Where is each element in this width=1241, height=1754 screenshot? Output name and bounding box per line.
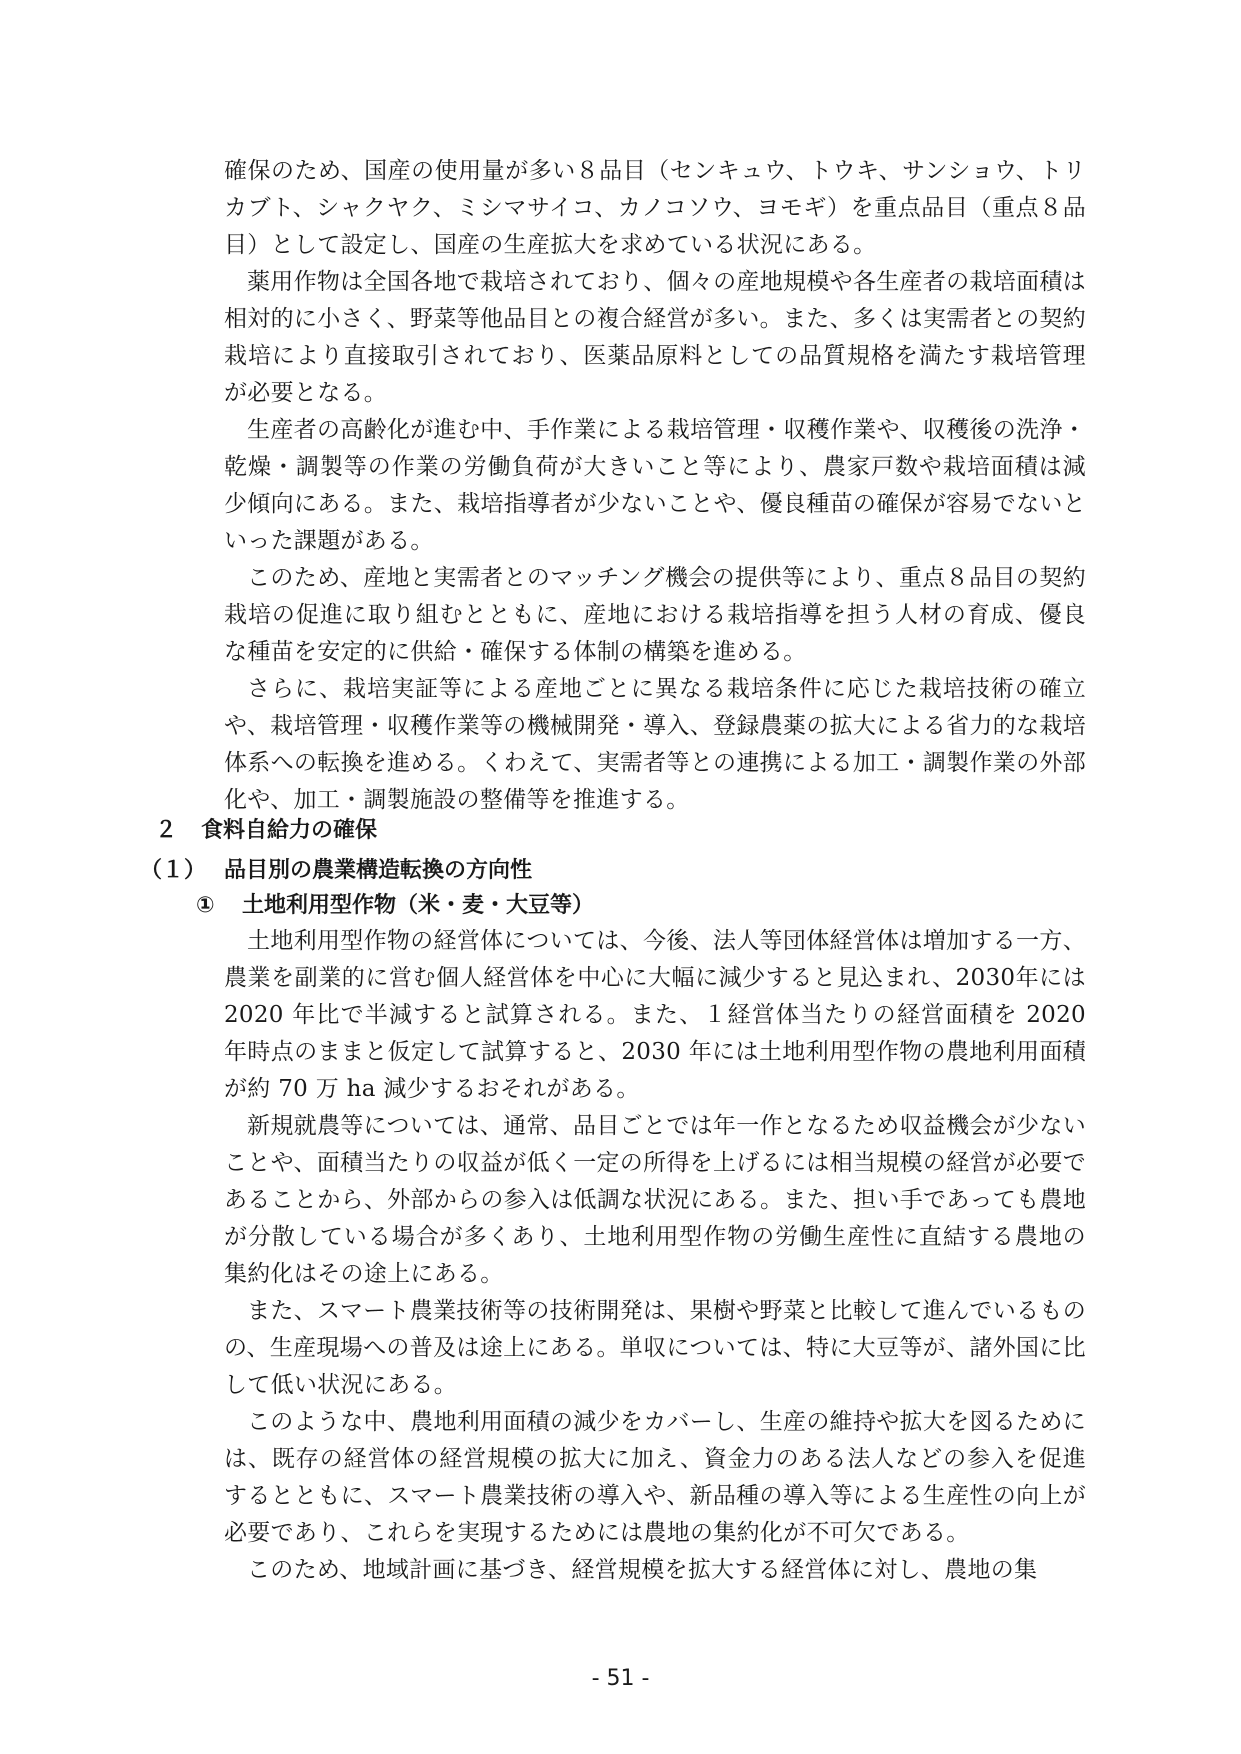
paragraph: さらに、栽培実証等による産地ごとに異なる栽培条件に応じた栽培技術の確立や、栽培管理・収穫作業等の機械開発・導入、登録農薬の拡大による省力的な栽培体系への転換を進める。くわえて、実需者等との連携による加工・調製作業の外部化や、加工・調製施設の整備等を推進する。 <box>224 676 1086 813</box>
body-text-block-2 <box>224 923 1086 1589</box>
paragraph: 生産者の高齢化が進む中、手作業による栽培管理・収穫作業や、収穫後の洗浄・乾燥・調製等の作業の労働負荷が大きいこと等により、農家戸数や栽培面積は減少傾向にある。また、栽培指導者が少ないことや、優良種苗の確保が容易でないといった課題がある。 <box>224 417 1086 554</box>
paragraph: このため、地域計画に基づき、経営規模を拡大する経営体に対し、農地の集 <box>247 1557 1038 1583</box>
item-title: 土地利用型作物（米・麦・大豆等） <box>242 893 595 918</box>
paragraph: 確保のため、国産の使用量が多い８品目（センキュウ、トウキ、サンショウ、トリカブト、シャクヤク、ミシマサイコ、カノコソウ、ヨモギ）を重点品目（重点８品目）として設定し、国産の生産拡大を求めている状況にある。 <box>224 158 1086 258</box>
paragraph: また、スマート農業技術等の技術開発は、果樹や野菜と比較して進んでいるものの、生産現場への普及は途上にある。単収については、特に大豆等が、諸外国に比して低い状況にある。 <box>224 1298 1086 1398</box>
section-heading <box>155 815 377 847</box>
paragraph: 新規就農等については、通常、品目ごとでは年一作となるため収益機会が少ないことや、面積当たりの収益が低く一定の所得を上げるには相当規模の経営が必要であることから、外部からの参入は低調な状況にある。また、担い手であっても農地が分散している場合が多くあり、土地利用型作物の労働生産性に直結する農地の集約化はその途上にある。 <box>224 1113 1086 1287</box>
paragraph: このため、産地と実需者とのマッチング機会の提供等により、重点８品目の契約栽培の促進に取り組むとともに、産地における栽培指導を担う人材の育成、優良な種苗を安定的に供給・確保する体制の構築を進める。 <box>224 565 1086 665</box>
section-title: 食料自給力の確保 <box>201 818 378 843</box>
item-number: ① <box>196 893 215 918</box>
subsection-heading <box>140 855 532 887</box>
subsection-number: （１） <box>140 858 207 883</box>
paragraph: 薬用作物は全国各地で栽培されており、個々の産地規模や各生産者の栽培面積は相対的に小さく、野菜等他品目との複合経営が多い。また、多くは実需者との契約栽培により直接取引されており、医薬品原料としての品質規格を満たす栽培管理が必要となる。 <box>224 269 1086 406</box>
section-number: ２ <box>155 818 178 843</box>
body-text-block-1 <box>224 153 1086 819</box>
subsection-title: 品目別の農業構造転換の方向性 <box>224 858 533 883</box>
paragraph: このような中、農地利用面積の減少をカバーし、生産の維持や拡大を図るためには、既存の経営体の経営規模の拡大に加え、資金力のある法人などの参入を促進するとともに、スマート農業技術の導入や、新品種の導入等による生産性の向上が必要であり、これらを実現するためには農地の集約化が不可欠である。 <box>224 1409 1086 1546</box>
page-number: - 51 - <box>591 1666 650 1691</box>
item-heading <box>196 890 594 922</box>
paragraph: 土地利用型作物の経営体については、今後、法人等団体経営体は増加する一方、農業を副業的に営む個人経営体を中心に大幅に減少すると見込まれ、2030年には 2020 年比で半減すると試算される。また、１経営体当たりの経営面積を 2020 年時点のままと仮定して試算すると、2030 年には土地利用型作物の農地利用面積が約 70 万 ha 減少するおそれがある。 <box>224 928 1086 1102</box>
